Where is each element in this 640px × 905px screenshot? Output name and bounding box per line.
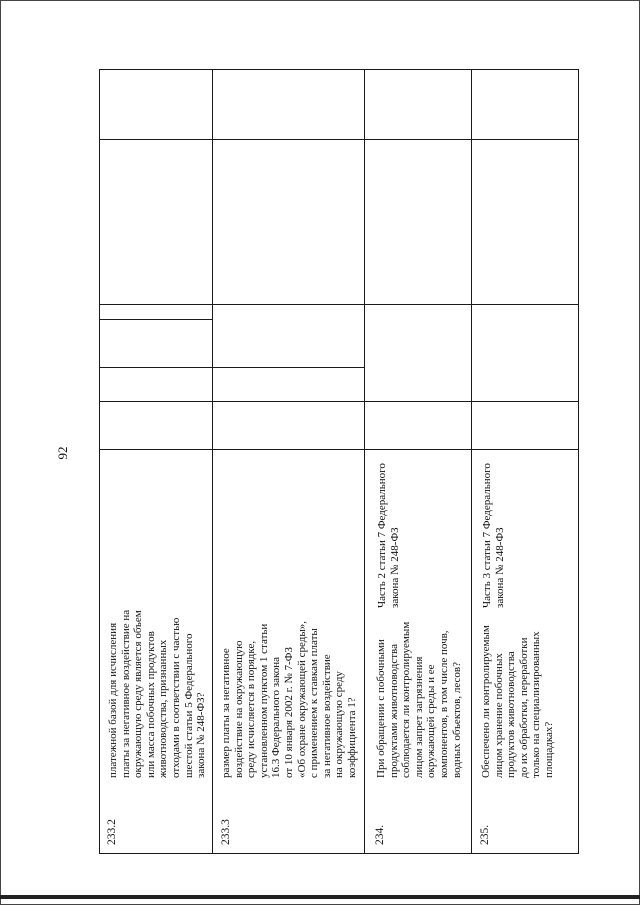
legal-reference: Часть 2 статьи 7 Федерального закона № 248-ФЗ xyxy=(376,463,401,608)
question-text: Обеспечено ли контролируемым лицом хранение побочных продуктов животноводства до их обработки, переработки только на специализированных площадках? xyxy=(480,625,555,778)
table-border-top xyxy=(99,69,579,70)
row-number: 234. xyxy=(374,824,386,845)
question-text: платежной базой для исчисления платы за негативное воздействие на окружающую среду является объем или масса побочных продуктов животноводства, признанных отходами в соответствии с частью шестой статьи 5 Федерального закона № 248-ФЗ? xyxy=(107,609,208,778)
page-number: 92 xyxy=(55,446,70,460)
row-number: 233.2 xyxy=(106,819,118,845)
question-text: При обращении с побочными продуктами животноводства соблюдается ли контролируемым лицом запрет загрязнения окружающей среды и ее компонентов, в том числе почв, водных объектов, лесов? xyxy=(375,621,463,778)
column-divider xyxy=(99,139,579,140)
column-divider xyxy=(99,367,212,368)
table-border-left xyxy=(99,69,100,854)
table-border-right xyxy=(578,69,579,854)
row-divider xyxy=(364,69,365,854)
column-divider xyxy=(364,401,579,402)
column-divider xyxy=(99,401,212,402)
table-border-bottom xyxy=(99,853,579,854)
column-divider xyxy=(99,449,579,450)
question-text: размер платы за негативное воздействие на окружающую среду исчисляется в порядке, установленном пунктом 1 статьи 16.3 Федерального закона от 10 января 2002 г. № 7-ФЗ «Об охране окружающей среды», с применением к ставкам платы за негативное воздействие на окружающую среду коэффициента 1? xyxy=(220,620,358,778)
legal-reference: Часть 3 статьи 7 Федерального закона № 248-ФЗ xyxy=(481,463,506,608)
row-divider xyxy=(471,69,472,854)
column-divider xyxy=(212,401,364,402)
column-divider xyxy=(212,367,364,368)
row-number: 233.3 xyxy=(220,819,232,845)
column-divider xyxy=(99,304,579,305)
scan-edge xyxy=(0,895,640,899)
row-divider xyxy=(212,69,213,854)
column-divider xyxy=(99,319,212,320)
row-number: 235. xyxy=(479,824,491,845)
